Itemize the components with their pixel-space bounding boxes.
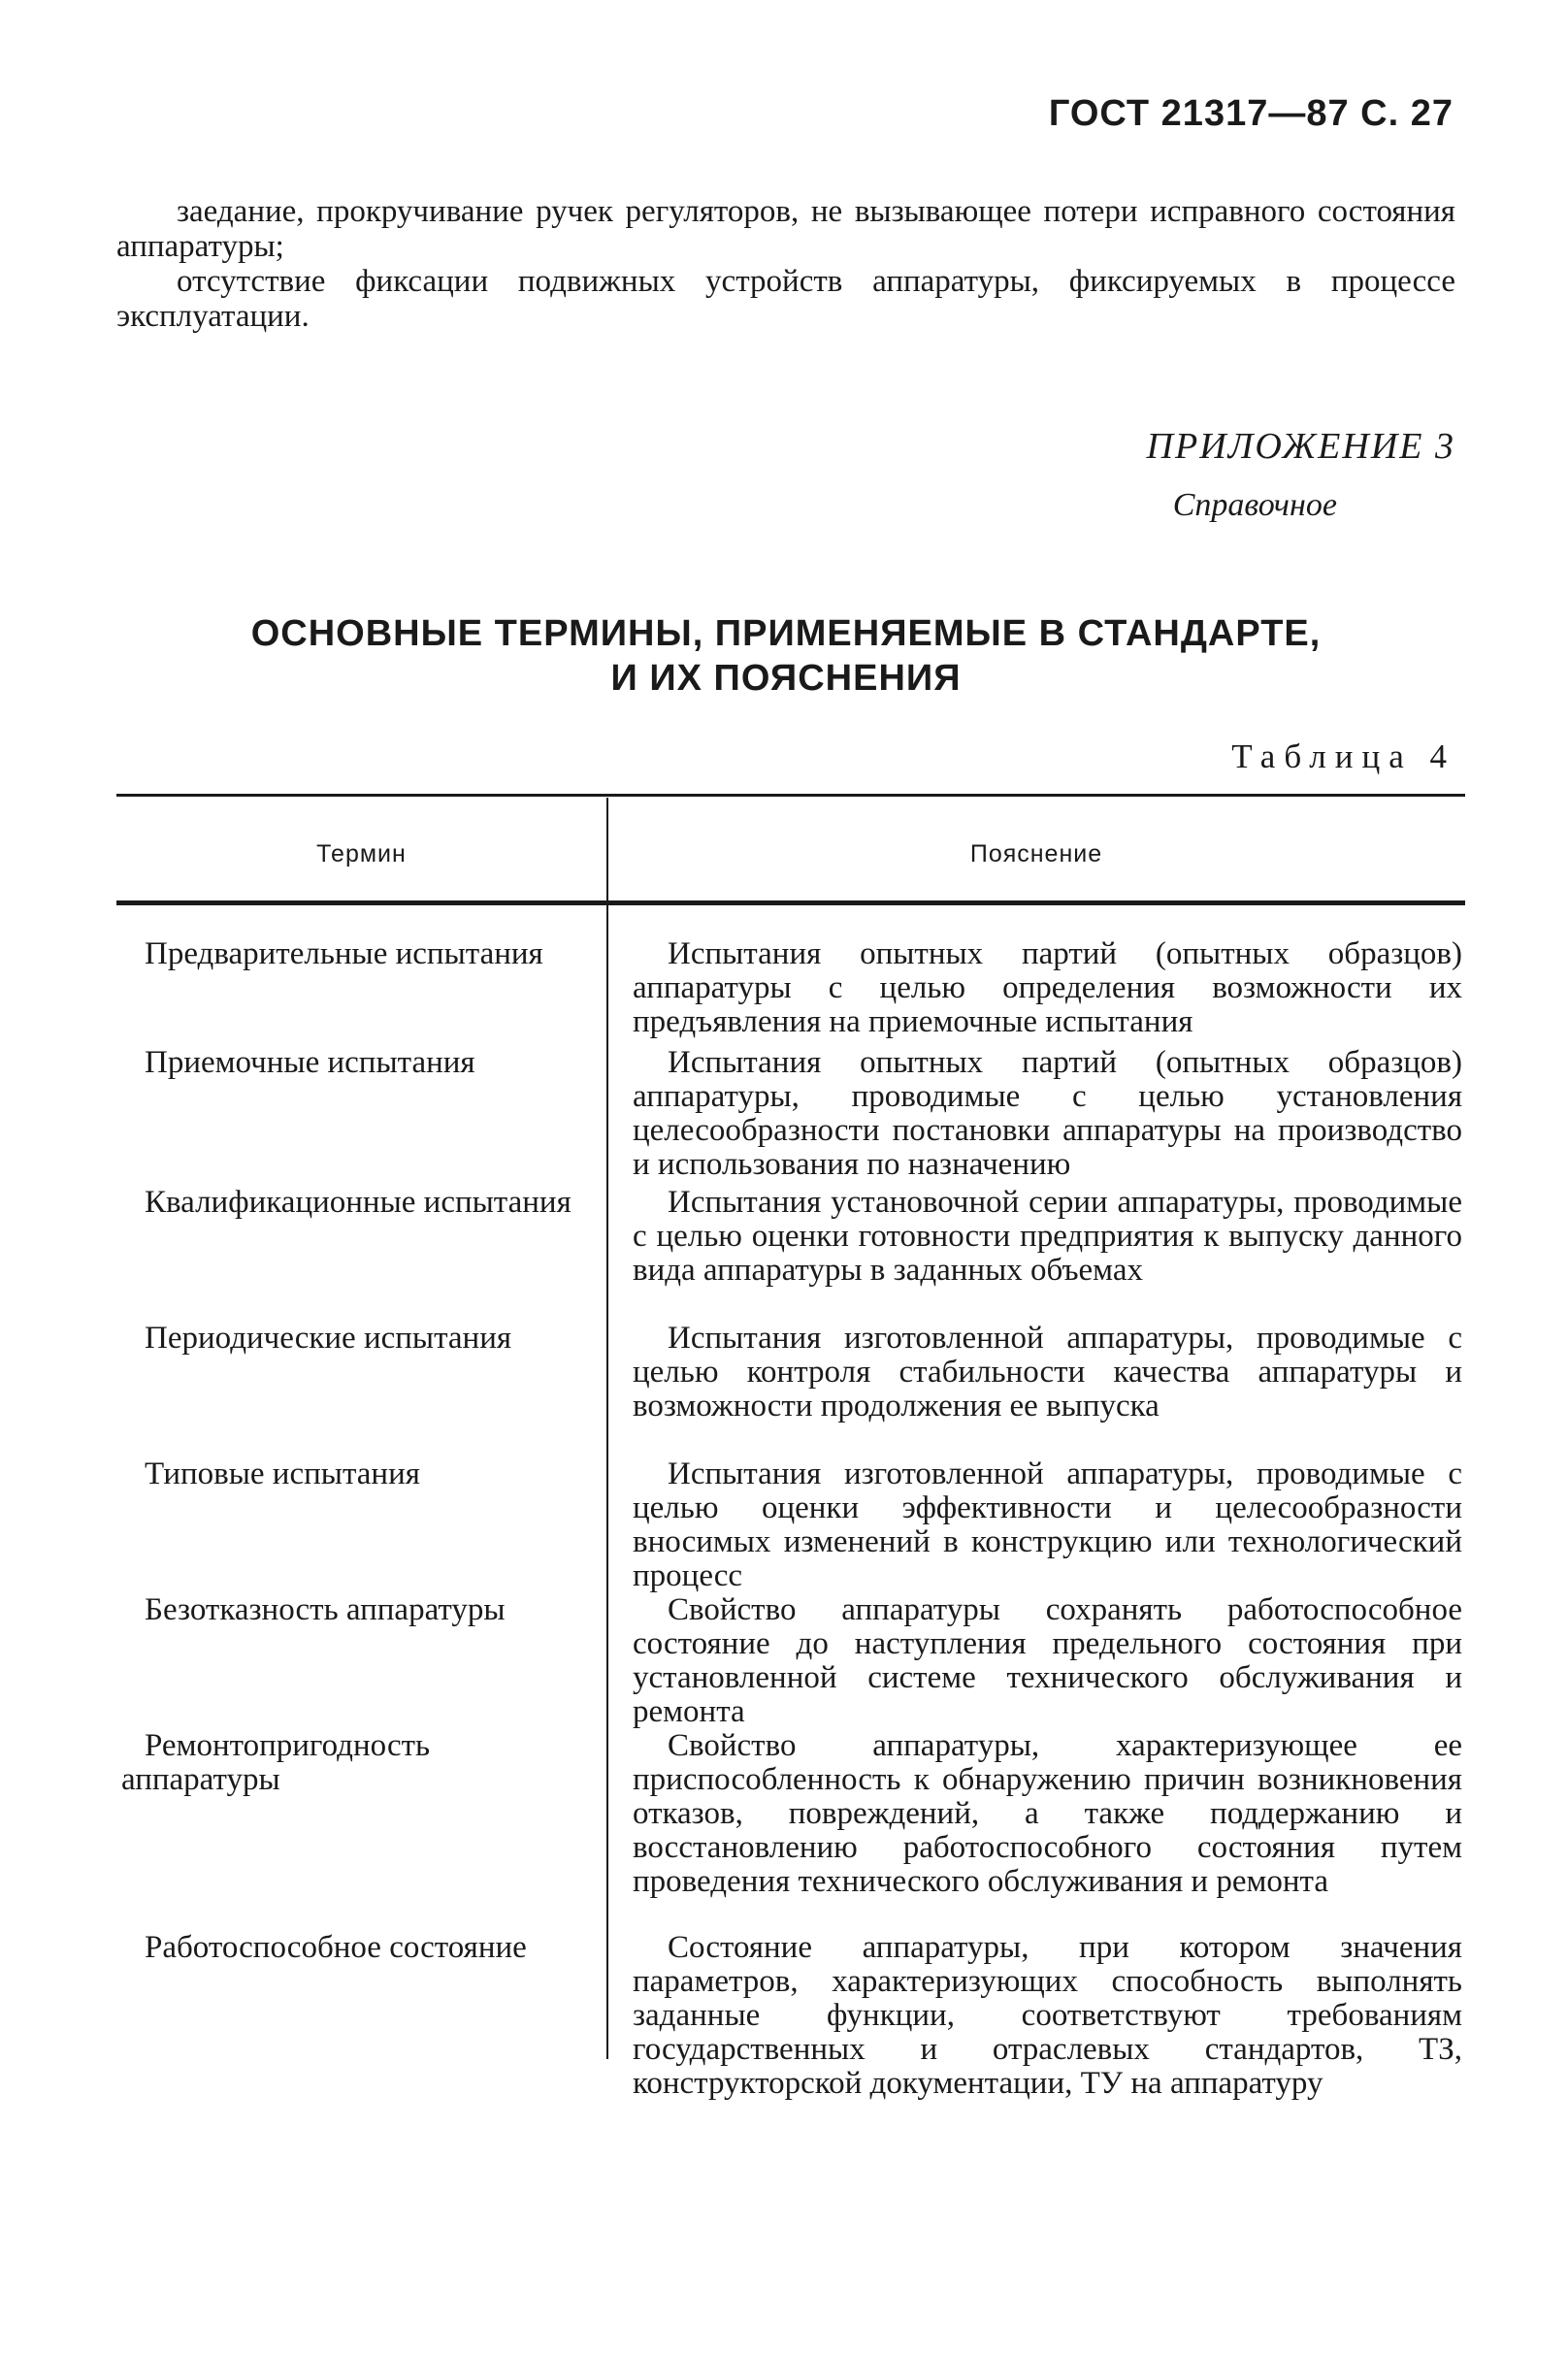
table-row-explanation — [633, 1322, 1462, 1423]
explanation-text: Испытания изготовленной аппаратуры, проводимые с целью контроля стабильности качества аппаратуры и возможности продолжения ее выпуска — [633, 1321, 1462, 1423]
explanation-text: Испытания установочной серии аппаратуры, проводимые с целью оценки готовности предприятия к выпуску данного вида аппаратуры в заданных объемах — [633, 1185, 1462, 1288]
table-row-term — [121, 1931, 579, 1965]
table-row-explanation — [633, 1931, 1462, 2101]
table-row-explanation — [633, 1457, 1462, 1593]
explanation-text: Свойство аппаратуры, характеризующее ее приспособленность к обнаружению причин возникновения отказов, повреждений, а также поддержанию и восстановлению работоспособного состояния путем проведения технического обслуживания и ремонта — [633, 1728, 1462, 1899]
appendix-subtitle: Справочное — [1172, 487, 1337, 523]
explanation-text: Испытания изготовленной аппаратуры, проводимые с целью оценки эффективности и целесообразности вносимых изменений в конструкцию или технологический процесс — [633, 1456, 1462, 1593]
table-row-term — [121, 1186, 579, 1220]
table-row-term — [121, 1046, 579, 1080]
table-header-rule — [116, 900, 1465, 905]
term-text: Работоспособное состояние — [145, 1930, 527, 1965]
appendix-title: ПРИЛОЖЕНИЕ 3 — [1146, 426, 1455, 467]
explanation-text: Состояние аппаратуры, при котором значения параметров, характеризующих способность выполнять заданные функции, соответствуют требованиям государственных и отраслевых стандартов, ТЗ, конструкторской документации, ТУ на аппаратуру — [633, 1930, 1462, 2101]
term-text: Приемочные испытания — [145, 1045, 475, 1080]
explanation-text: Испытания опытных партий (опытных образцов) аппаратуры, проводимые с целью установления целесообразности постановки аппаратуры на производство и использования по назначению — [633, 1045, 1462, 1182]
table-row-explanation — [633, 1729, 1462, 1899]
document-title-line: ОСНОВНЫЕ ТЕРМИНЫ, ПРИМЕНЯЕМЫЕ В СТАНДАРТЕ, — [250, 613, 1322, 654]
intro-paragraph: отсутствие фиксации подвижных устройств аппаратуры, фиксируемых в процессе эксплуатации. — [116, 264, 1455, 334]
table-header-explanation: Пояснение — [969, 840, 1103, 867]
explanation-text: Свойство аппаратуры сохранять работоспособное состояние до наступления предельного состояния при установленной системе технического обслуживания и ремонта — [633, 1592, 1462, 1729]
explanation-text: Испытания опытных партий (опытных образцов) аппаратуры с целью определения возможности их предъявления на приемочные испытания — [633, 936, 1462, 1039]
term-text: Безотказность аппаратуры — [145, 1592, 506, 1627]
term-text: Предварительные испытания — [145, 936, 543, 971]
intro-paragraph: заедание, прокручивание ручек регуляторов, не вызывающее потери исправного состояния аппаратуры; — [116, 194, 1455, 264]
table-row-term — [121, 937, 579, 971]
table-row-term — [121, 1593, 579, 1627]
table-header-term: Термин — [316, 840, 407, 867]
table-label: Таблица 4 — [1231, 737, 1455, 775]
table-row-explanation — [633, 1186, 1462, 1288]
term-text: Периодические испытания — [145, 1321, 512, 1356]
table-row-term — [121, 1457, 579, 1491]
table-row-explanation — [633, 1046, 1462, 1182]
term-text: Типовые испытания — [145, 1456, 420, 1491]
table-column-divider — [606, 798, 608, 2059]
term-text: Квалификационные испытания — [145, 1185, 572, 1220]
document-title — [116, 611, 1455, 701]
table-row-explanation — [633, 1593, 1462, 1729]
table-row-term — [121, 1729, 579, 1797]
document-title-line: И ИХ ПОЯСНЕНИЯ — [610, 658, 962, 699]
intro-text — [116, 194, 1455, 334]
table-row-term — [121, 1322, 579, 1356]
page-header: ГОСТ 21317—87 С. 27 — [1048, 93, 1454, 134]
table-row-explanation — [633, 937, 1462, 1039]
term-text: Ремонтопригодность аппаратуры — [121, 1728, 431, 1797]
table-top-rule — [116, 794, 1465, 797]
